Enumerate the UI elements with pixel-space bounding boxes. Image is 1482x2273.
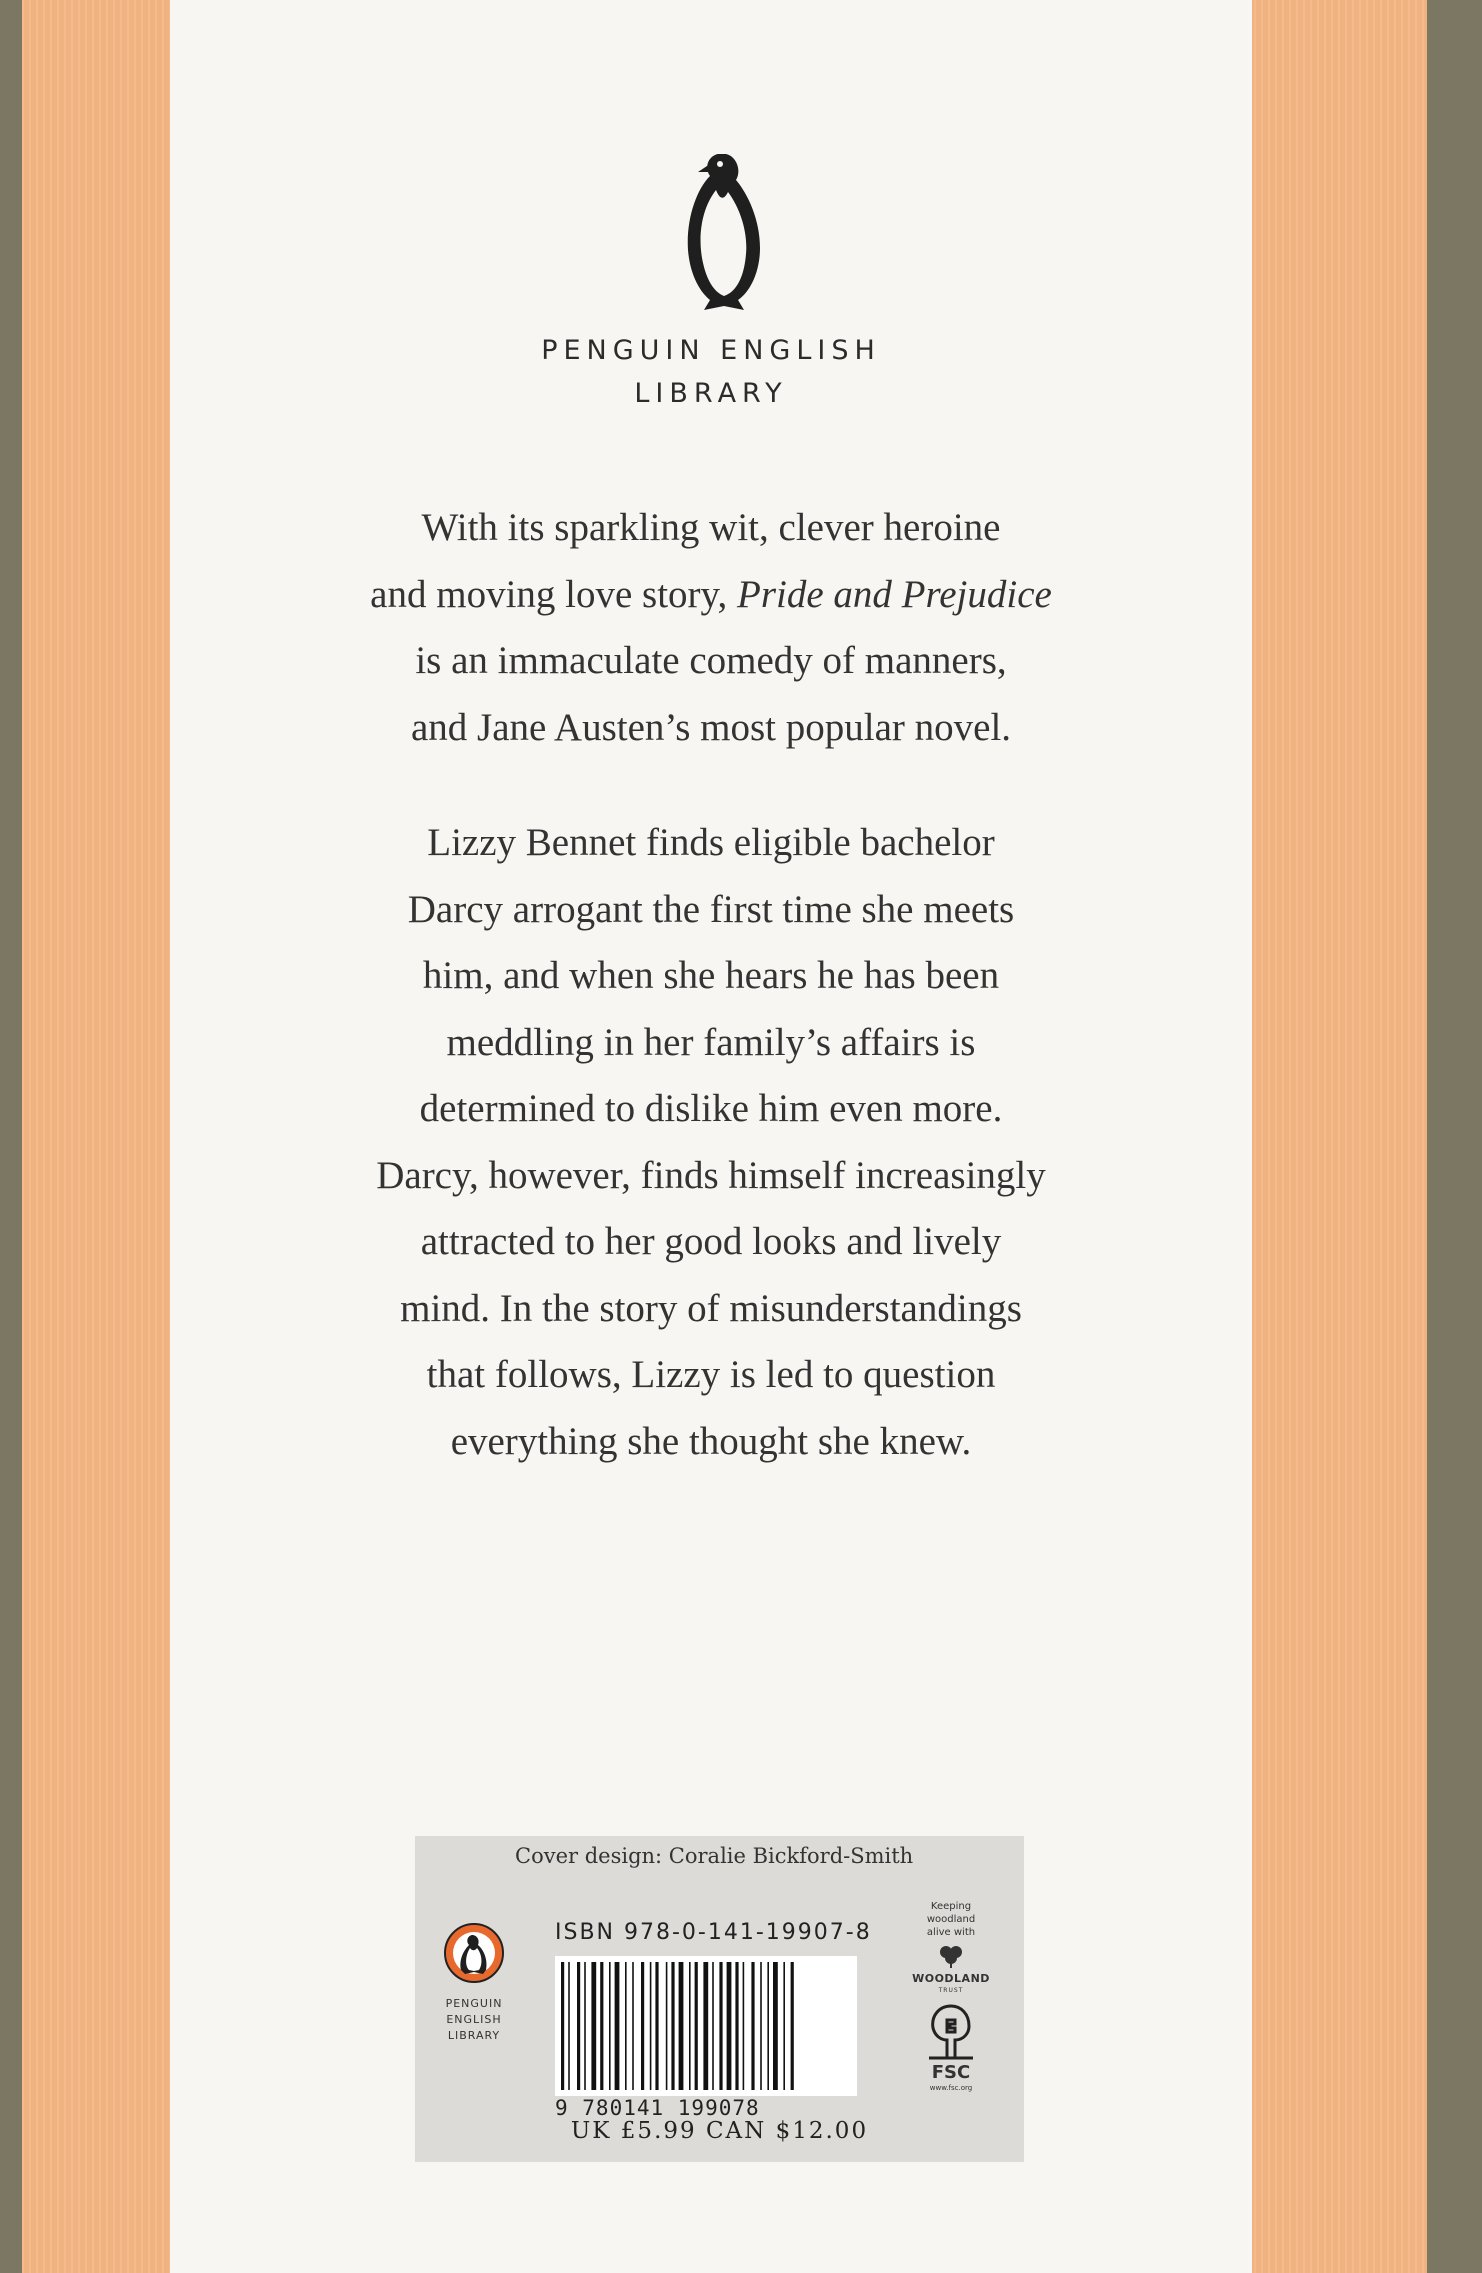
barcode-bar (679, 1962, 684, 2090)
barcode-bar (609, 1962, 611, 2090)
barcode-bar (615, 1962, 620, 2090)
barcode-bar (641, 1962, 644, 2090)
blurb-line: determined to dislike him even more. (419, 1087, 1003, 1130)
imprint-line-1: PENGUIN ENGLISH (541, 335, 881, 366)
barcode-bar (650, 1962, 652, 2090)
barcode-bar (712, 1962, 714, 2090)
blurb-line: everything she thought she knew. (450, 1419, 972, 1463)
blurb-paragraph-1 (170, 495, 1252, 761)
price-label: UK £5.99 CAN $12.00 (570, 2118, 869, 2144)
barcode-bar (695, 1962, 698, 2090)
isbn-number: ISBN 978-0-141-19907-8 (555, 1920, 872, 1945)
tagline-line: woodland (926, 1914, 976, 1925)
barcode-bar (625, 1962, 627, 2090)
blurb-line: meddling in her family’s affairs is (446, 1020, 976, 1064)
fsc-tree-icon (925, 2000, 977, 2062)
blurb-line: Darcy arrogant the first time she meets (407, 887, 1015, 931)
barcode-bar (783, 1962, 785, 2090)
tagline-line: alive with (926, 1927, 976, 1938)
blurb-line: and Jane Austen’s most popular novel. (410, 705, 1012, 749)
tagline-line: Keeping (930, 1901, 972, 1912)
penguin-badge-icon (443, 1922, 505, 1984)
barcode-bar (632, 1962, 634, 2090)
cover-design-credit: Cover design: Coralie Bickford-Smith (515, 1844, 914, 1868)
barcode-bar (671, 1962, 674, 2090)
badge-label-1: PENGUIN (445, 1997, 503, 2010)
blurb-line: mind. In the story of misunderstandings (400, 1286, 1022, 1330)
barcode-bar (584, 1962, 586, 2090)
barcode-bar (719, 1962, 722, 2090)
barcode-bar (703, 1962, 708, 2090)
blurb-line: attracted to her good looks and lively (420, 1220, 1002, 1263)
barcode-bar (767, 1962, 769, 2090)
certification-logos (901, 1900, 1001, 2104)
blurb-line: that follows, Lizzy is led to question (426, 1353, 996, 1396)
blurb-text: and moving love story, (370, 572, 738, 616)
fsc-url: www.fsc.org (929, 2084, 973, 2092)
barcode-digits: 9 780141 199078 (555, 2096, 760, 2120)
barcode-bar (600, 1962, 603, 2090)
barcode-bar (689, 1962, 691, 2090)
imprint-line-2: LIBRARY (634, 378, 788, 409)
woodland-trust-name: WOODLAND (912, 1972, 990, 1985)
barcode-bar (655, 1962, 658, 2090)
penguin-logo-icon (680, 150, 770, 315)
blurb-line: Lizzy Bennet finds eligible bachelor (427, 821, 995, 864)
barcode-bar (591, 1962, 596, 2090)
blurb-line: With its sparkling wit, clever heroine (421, 506, 1001, 549)
barcode-bar (735, 1962, 738, 2090)
woodland-tree-icon (937, 1944, 965, 1968)
barcode-bar (577, 1962, 580, 2090)
barcode-bar (791, 1962, 794, 2090)
blurb-line: Darcy, however, finds himself increasingly (376, 1153, 1046, 1197)
woodland-trust-sub: TRUST (938, 1987, 964, 1994)
barcode-bar (760, 1962, 762, 2090)
blurb-paragraph-2 (170, 810, 1252, 1475)
blurb-line: is an immaculate comedy of manners, (415, 639, 1007, 682)
fsc-label: FSC (931, 2062, 971, 2083)
barcode-info-box (415, 1836, 1024, 2162)
woodland-tagline (901, 1900, 1001, 1939)
barcode-bar (751, 1962, 754, 2090)
badge-label-2: ENGLISH (446, 2013, 502, 2026)
barcode-bar (727, 1962, 732, 2090)
blurb-line (170, 562, 1252, 629)
barcode-bar (561, 1962, 564, 2090)
barcode-bar (666, 1962, 668, 2090)
barcode-bar (568, 1962, 570, 2090)
barcode-bar (743, 1962, 745, 2090)
book-title: Pride and Prejudice (737, 572, 1052, 616)
barcode-icon (555, 1956, 857, 2096)
barcode-bar (773, 1962, 778, 2090)
blurb-line: him, and when she hears he has been (422, 954, 1000, 997)
badge-label-3: LIBRARY (447, 2029, 501, 2042)
